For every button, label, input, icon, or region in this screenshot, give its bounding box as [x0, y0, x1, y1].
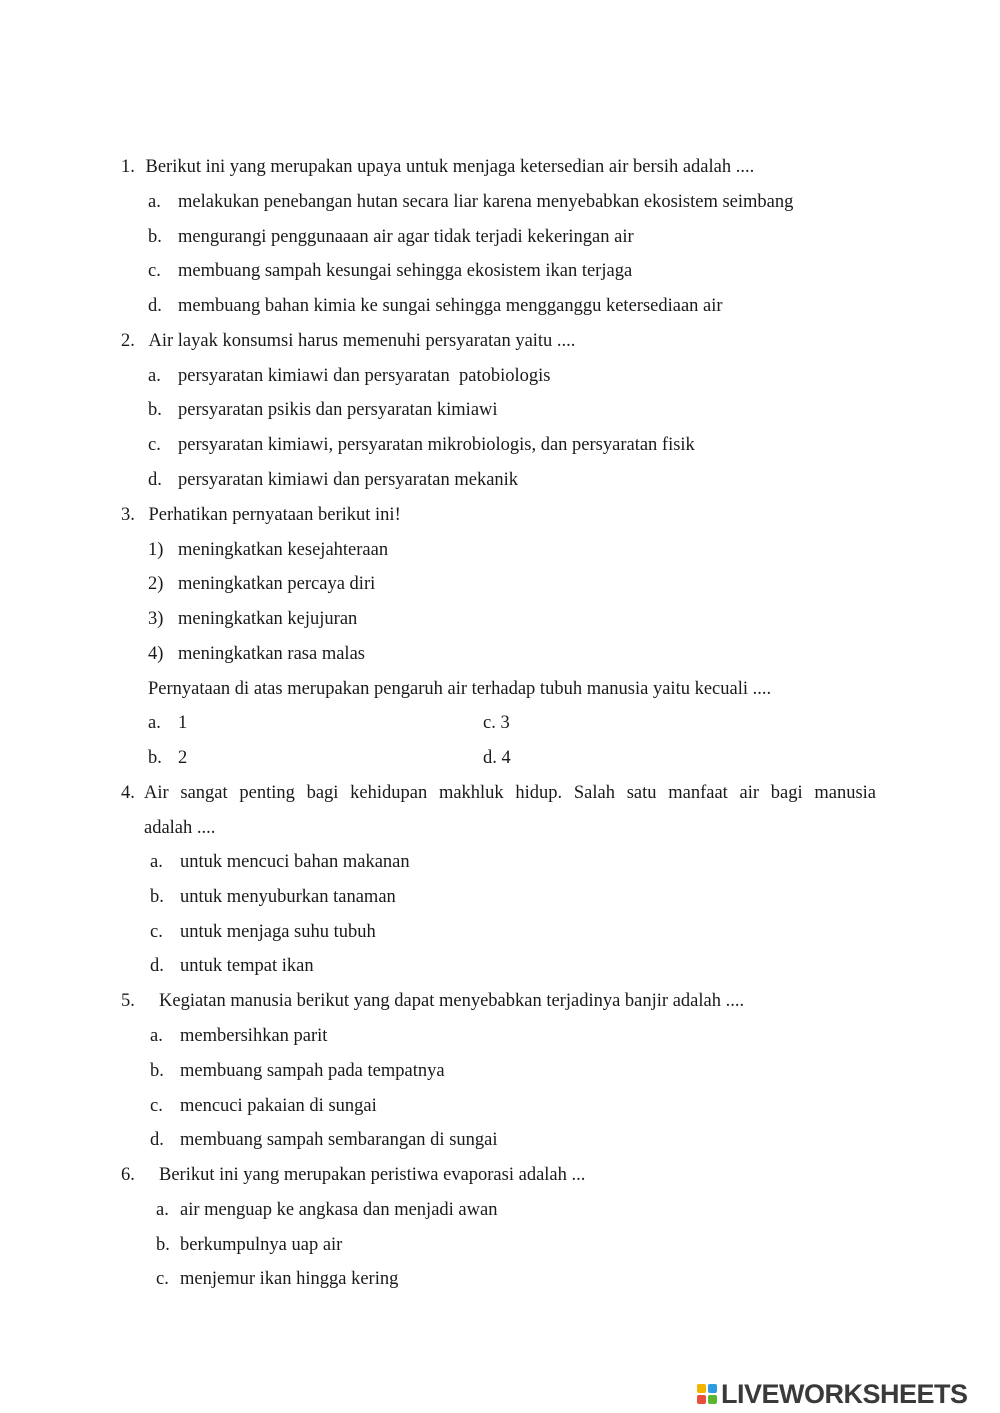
option-text: untuk menjaga suhu tubuh [180, 922, 376, 942]
logo-square-icon [697, 1384, 706, 1393]
question-5 [121, 989, 745, 1013]
option-label: d. [148, 296, 162, 316]
question-text: Perhatikan pernyataan berikut ini! [148, 505, 401, 525]
option-text: persyaratan psikis dan persyaratan kimiawi [178, 400, 498, 420]
option-label: d. [483, 748, 497, 768]
option-text: berkumpulnya uap air [180, 1235, 343, 1255]
option-2d[interactable] [148, 468, 519, 492]
option-2c[interactable] [148, 433, 695, 457]
option-text: persyaratan kimiawi dan persyaratan patobiologis [178, 366, 551, 386]
option-1a[interactable] [148, 190, 794, 214]
statement-text: meningkatkan percaya diri [178, 574, 376, 594]
option-label: d. [148, 470, 162, 490]
option-text: 1 [178, 713, 188, 733]
option-label: a. [148, 366, 161, 386]
liveworksheets-logo [697, 1378, 997, 1410]
statement-4 [148, 642, 365, 666]
option-text: 4 [501, 748, 511, 768]
option-5a[interactable] [150, 1024, 328, 1048]
statement-2 [148, 572, 376, 596]
option-label: d. [150, 1130, 164, 1150]
option-label: b. [156, 1235, 170, 1255]
option-text: membersihkan parit [180, 1026, 328, 1046]
option-text: untuk tempat ikan [180, 956, 314, 976]
statement-text: meningkatkan kesejahteraan [178, 540, 389, 560]
statement-label: 2) [148, 574, 164, 594]
option-4c[interactable] [150, 920, 376, 944]
option-label: d. [150, 956, 164, 976]
statement-text: meningkatkan kejujuran [178, 609, 358, 629]
option-label: c. [148, 261, 161, 281]
question-6 [121, 1163, 586, 1187]
option-text: 3 [500, 713, 510, 733]
logo-square-icon [708, 1395, 717, 1404]
logo-grid-icon [697, 1384, 717, 1404]
option-2b[interactable] [148, 398, 498, 422]
question-text: Air sangat penting bagi kehidupan makhluk hidup. Salah satu manfaat air bagi manusia [144, 783, 876, 803]
statement-3 [148, 607, 358, 631]
option-text: menjemur ikan hingga kering [180, 1269, 399, 1289]
option-text: persyaratan kimiawi dan persyaratan mekanik [178, 470, 519, 490]
option-5d[interactable] [150, 1128, 498, 1152]
option-label: a. [150, 1026, 163, 1046]
question-text: Berikut ini yang merupakan upaya untuk menjaga ketersedian air bersih adalah .... [145, 157, 755, 177]
question-number: 2. [121, 331, 135, 351]
question-4 [121, 781, 135, 805]
option-2a[interactable] [148, 364, 551, 388]
option-label: a. [150, 852, 163, 872]
statement-label: 1) [148, 540, 164, 560]
question-2 [121, 329, 575, 353]
question-number: 6. [121, 1165, 135, 1185]
option-text: untuk menyuburkan tanaman [180, 887, 396, 907]
option-label: b. [148, 748, 162, 768]
option-4a[interactable] [150, 850, 410, 874]
option-1c[interactable] [148, 259, 633, 283]
option-5c[interactable] [150, 1094, 377, 1118]
question-number: 3. [121, 505, 135, 525]
question-text: Kegiatan manusia berikut yang dapat menyebabkan terjadinya banjir adalah .... [159, 991, 745, 1011]
option-text: air menguap ke angkasa dan menjadi awan [180, 1200, 498, 1220]
option-4b[interactable] [150, 885, 396, 909]
question-number: 5. [121, 991, 135, 1011]
option-3d[interactable] [483, 746, 511, 770]
option-label: a. [148, 192, 161, 212]
option-label: b. [150, 1061, 164, 1081]
brand-name: LIVEWORKSHEETS [721, 1378, 968, 1409]
option-6a[interactable] [156, 1198, 498, 1222]
option-1d[interactable] [148, 294, 723, 318]
option-text: melakukan penebangan hutan secara liar karena menyebabkan ekosistem seimbang [178, 192, 794, 212]
option-6c[interactable] [156, 1267, 399, 1291]
question-1 [121, 155, 754, 179]
option-6b[interactable] [156, 1233, 343, 1257]
option-label: c. [150, 1096, 163, 1116]
option-3a[interactable] [148, 711, 188, 735]
option-text: membuang sampah sembarangan di sungai [180, 1130, 498, 1150]
option-label: c. [148, 435, 161, 455]
option-text: 2 [178, 748, 188, 768]
option-text: membuang sampah pada tempatnya [180, 1061, 445, 1081]
question-number: 1. [121, 157, 135, 177]
option-text: untuk mencuci bahan makanan [180, 852, 410, 872]
option-label: b. [148, 227, 162, 247]
logo-square-icon [708, 1384, 717, 1393]
option-text: mengurangi penggunaaan air agar tidak terjadi kekeringan air [178, 227, 634, 247]
question-text-cont: adalah .... [144, 818, 216, 838]
option-label: a. [148, 713, 161, 733]
question-text: Air layak konsumsi harus memenuhi persyaratan yaitu .... [148, 331, 576, 351]
option-label: a. [156, 1200, 169, 1220]
option-5b[interactable] [150, 1059, 445, 1083]
option-label: b. [150, 887, 164, 907]
option-3b[interactable] [148, 746, 188, 770]
logo-square-icon [697, 1395, 706, 1404]
option-1b[interactable] [148, 225, 634, 249]
statement-label: 3) [148, 609, 164, 629]
option-text: mencuci pakaian di sungai [180, 1096, 377, 1116]
statement-1 [148, 538, 389, 562]
option-3c[interactable] [483, 711, 510, 735]
option-label: c. [483, 713, 496, 733]
question-3 [121, 503, 401, 527]
question-number: 4. [121, 783, 135, 803]
option-4d[interactable] [150, 954, 314, 978]
statement-label: 4) [148, 644, 164, 664]
question-text: Berikut ini yang merupakan peristiwa evaporasi adalah ... [159, 1165, 586, 1185]
statement-text: meningkatkan rasa malas [178, 644, 365, 664]
option-text: membuang sampah kesungai sehingga ekosistem ikan terjaga [178, 261, 633, 281]
question-3-prompt: Pernyataan di atas merupakan pengaruh air terhadap tubuh manusia yaitu kecuali .... [148, 679, 772, 699]
option-label: c. [156, 1269, 169, 1289]
option-text: persyaratan kimiawi, persyaratan mikrobiologis, dan persyaratan fisik [178, 435, 695, 455]
option-text: membuang bahan kimia ke sungai sehingga mengganggu ketersediaan air [178, 296, 723, 316]
option-label: b. [148, 400, 162, 420]
option-label: c. [150, 922, 163, 942]
